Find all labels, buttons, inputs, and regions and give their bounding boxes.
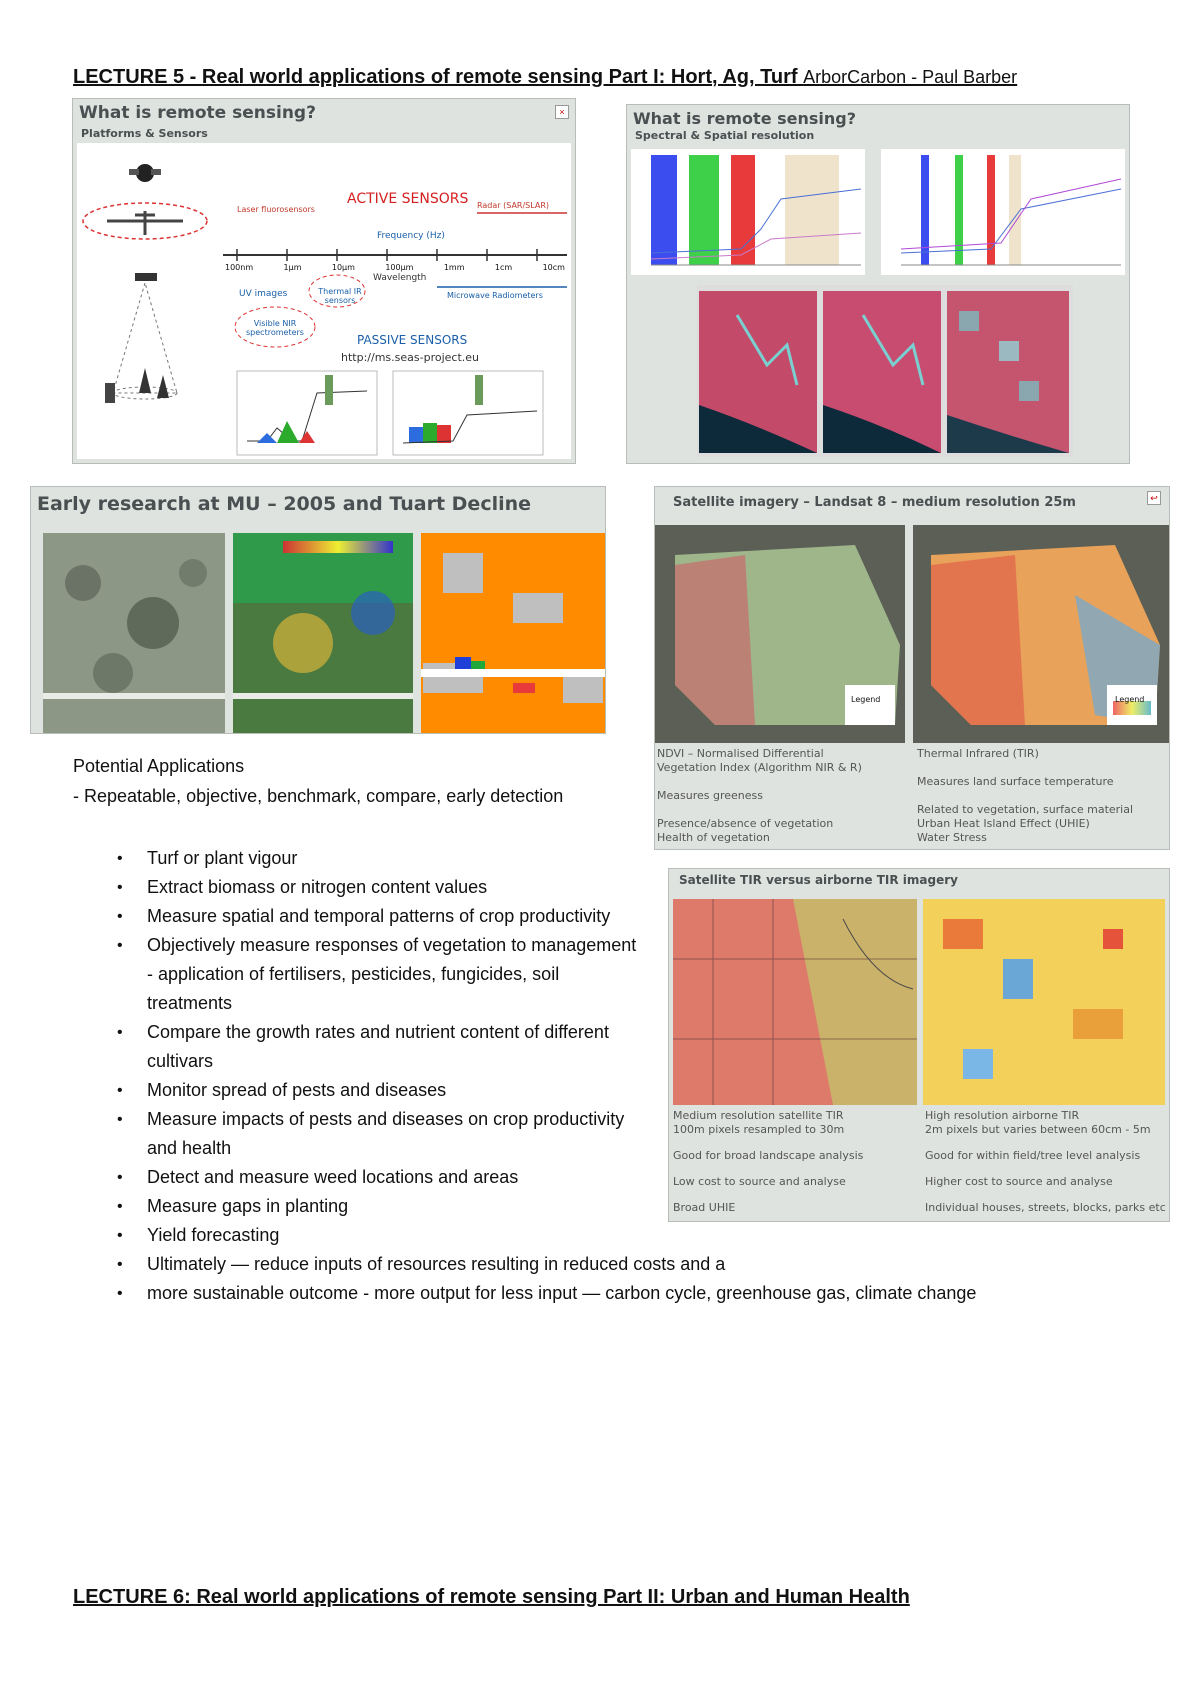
- tick-label: 100nm: [225, 263, 254, 272]
- active-sensors-label: ACTIVE SENSORS: [347, 191, 469, 207]
- caption-line: Measures land surface temperature: [917, 775, 1114, 788]
- list-item: • Yield forecasting: [73, 1221, 1153, 1250]
- tick-label: 10cm: [542, 263, 565, 272]
- spectral-charts: [631, 149, 1125, 275]
- legend-label: Legend: [851, 695, 881, 704]
- caption-line: 2m pixels but varies between 60cm - 5m: [925, 1123, 1151, 1136]
- list-item: • Extract biomass or nitrogen content values: [73, 873, 1153, 902]
- wavelength-ticks: [225, 263, 565, 272]
- caption-line: Presence/absence of vegetation: [657, 817, 834, 830]
- tick-label: 100μm: [385, 263, 414, 272]
- ndvi-caption: [657, 747, 903, 845]
- caption-line: Related to vegetation, surface material: [917, 803, 1134, 816]
- passive-sensors-label: PASSIVE SENSORS: [357, 333, 468, 347]
- uv-label: UV images: [239, 289, 288, 299]
- tuart-decline-images: [43, 533, 605, 733]
- tick-label: 1μm: [283, 263, 302, 272]
- slide-early-research: [30, 486, 606, 734]
- slide-landsat: [654, 486, 1170, 850]
- slide-body: [77, 143, 571, 459]
- tick-label: 1mm: [443, 263, 465, 272]
- slide-title: Early research at MU – 2005 and Tuart Decline: [37, 493, 532, 515]
- caption-line: Water Stress: [917, 831, 987, 844]
- potential-intro: - Repeatable, objective, benchmark, compare, early detection: [73, 786, 564, 806]
- radar-label: Radar (SAR/SLAR): [477, 201, 550, 210]
- slide-platforms-sensors: [72, 98, 576, 464]
- legend-label: Legend: [1115, 695, 1145, 704]
- source-url: http://ms.seas-project.eu: [341, 351, 479, 364]
- lecture5-author: ArborCarbon - Paul Barber: [803, 67, 1018, 87]
- slide-title: What is remote sensing?: [79, 103, 316, 123]
- list-item: • Monitor spread of pests and diseases: [73, 1076, 1153, 1105]
- frequency-label: Frequency (Hz): [377, 231, 445, 241]
- close-icon: ↩: [1147, 491, 1161, 505]
- caption-line: 100m pixels resampled to 30m: [673, 1123, 845, 1136]
- wavelength-label: Wavelength: [373, 273, 427, 283]
- slide-title: What is remote sensing?: [633, 109, 857, 128]
- slide-title: Satellite imagery – Landsat 8 – medium resolution 25m: [673, 495, 1076, 510]
- list-item: • more sustainable outcome - more output for less input — carbon cycle, greenhouse gas, climate change: [73, 1279, 1153, 1308]
- laser-label: Laser fluorosensors: [237, 205, 315, 214]
- list-item: • Objectively measure responses of vegetation to management - application of fertilisers, pesticides, fungicides, soil treatments: [73, 931, 647, 1018]
- lecture6-title: LECTURE 6: Real world applications of remote sensing Part II: Urban and Human Health: [73, 1586, 910, 1608]
- caption-line: Urban Heat Island Effect (UHIE): [917, 817, 1090, 830]
- caption-line: Higher cost to source and analyse: [925, 1175, 1113, 1188]
- caption-line: NDVI – Normalised Differential: [657, 747, 824, 760]
- list-item: • Measure gaps in planting: [73, 1192, 1153, 1221]
- spatial-resolution-images: [697, 285, 1073, 457]
- caption-line: Low cost to source and analyse: [673, 1175, 846, 1188]
- lecture5-heading: [73, 66, 1017, 89]
- list-item: • Detect and measure weed locations and areas: [73, 1163, 1153, 1192]
- caption-line: Thermal Infrared (TIR): [917, 747, 1039, 760]
- slide-subtitle: Platforms & Sensors: [81, 127, 208, 140]
- list-item: • Turf or plant vigour: [73, 844, 1153, 873]
- caption-line: Good for broad landscape analysis: [673, 1149, 864, 1162]
- caption-line: Health of vegetation: [657, 831, 770, 844]
- list-item: • Measure spatial and temporal patterns of crop productivity: [73, 902, 647, 931]
- tick-label: 10μm: [331, 263, 355, 272]
- list-item: • Ultimately — reduce inputs of resources resulting in reduced costs and a: [73, 1250, 1153, 1279]
- caption-line: Vegetation Index (Algorithm NIR & R): [657, 761, 862, 774]
- tir-caption: [917, 747, 1163, 845]
- slide-spectral-spatial: [626, 104, 1130, 464]
- tick-label: 1cm: [494, 263, 513, 272]
- list-item: • Compare the growth rates and nutrient content of different cultivars: [73, 1018, 647, 1076]
- caption-line: Measures greeness: [657, 789, 763, 802]
- visible-label: Visible NIR spectrometers: [246, 319, 304, 337]
- caption-line: Good for within field/tree level analysis: [925, 1149, 1141, 1162]
- potential-heading: Potential Applications: [73, 756, 245, 776]
- caption-line: High resolution airborne TIR: [925, 1109, 1080, 1122]
- caption-line: Medium resolution satellite TIR: [673, 1109, 844, 1122]
- thermal-label: Thermal IR sensors: [318, 287, 362, 305]
- caption-line: Individual houses, streets, blocks, parks etc: [925, 1201, 1166, 1214]
- close-icon: ×: [555, 105, 569, 119]
- applications-list: [73, 844, 1153, 1308]
- microwave-label: Microwave Radiometers: [447, 291, 543, 300]
- spatial-images: [697, 285, 1073, 457]
- slide-title: Satellite TIR versus airborne TIR imagery: [679, 873, 958, 887]
- landsat-maps: [655, 525, 1169, 743]
- list-item: • Measure impacts of pests and diseases on crop productivity and health: [73, 1105, 647, 1163]
- caption-line: Broad UHIE: [673, 1201, 736, 1214]
- slide-subtitle: Spectral & Spatial resolution: [635, 129, 815, 142]
- lecture5-title: LECTURE 5 - Real world applications of remote sensing Part I: Hort, Ag, Turf: [73, 66, 804, 88]
